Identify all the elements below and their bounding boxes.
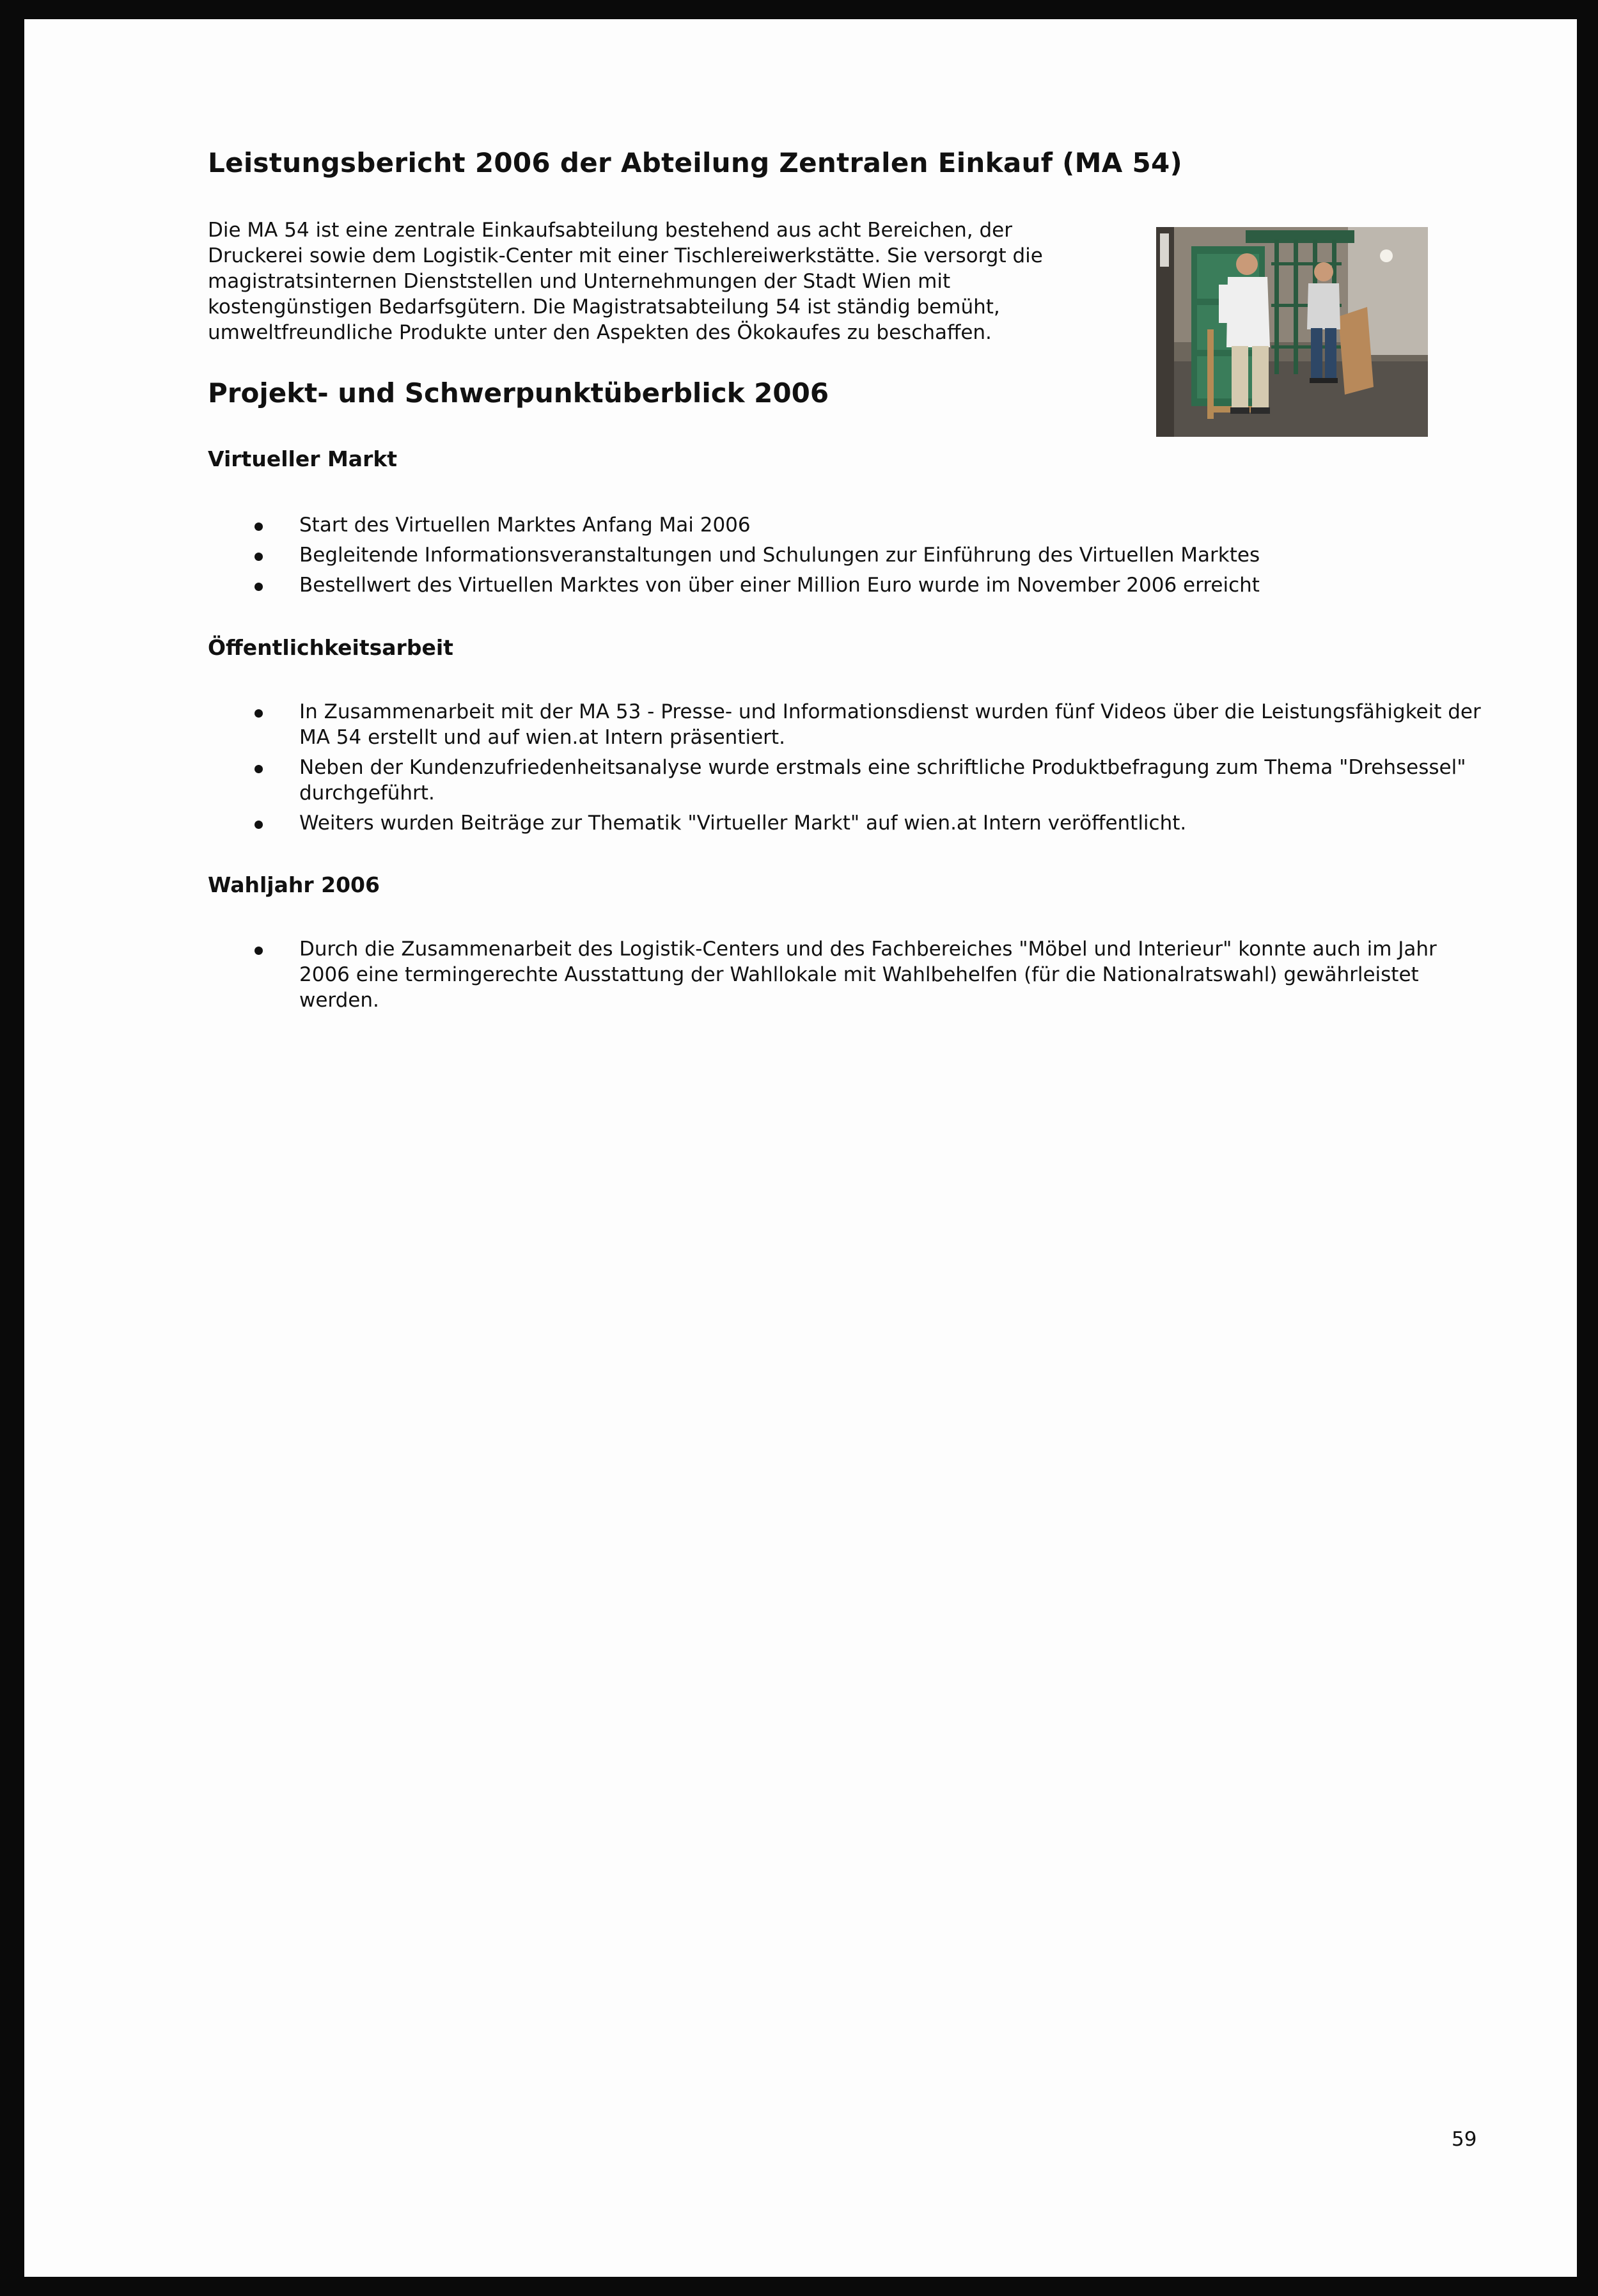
bullet-icon <box>255 553 263 561</box>
page-number: 59 <box>1452 2128 1477 2151</box>
bullet-icon <box>255 821 263 829</box>
bullet-icon <box>255 765 263 773</box>
list-item: In Zusammenarbeit mit der MA 53 - Presse- und Informationsdienst wurden fünf Videos über die Leistungsfähigkeit der MA 54 erstellt und auf wien.at Intern präsentiert. <box>208 699 1487 750</box>
bullet-list-wahljahr <box>208 936 1487 1018</box>
list-item: Start des Virtuellen Marktes Anfang Mai 2006 <box>208 512 1487 538</box>
page-title: Leistungsbericht 2006 der Abteilung Zentralen Einkauf (MA 54) <box>208 147 1183 178</box>
section-heading-virtueller-markt: Virtueller Markt <box>208 446 398 471</box>
bullet-list-oeffentlichkeitsarbeit <box>208 699 1487 840</box>
bullet-icon <box>255 523 263 531</box>
document-page <box>24 19 1577 2277</box>
overview-title: Projekt- und Schwerpunktüberblick 2006 <box>208 377 829 409</box>
bullet-icon <box>255 947 263 955</box>
section-heading-oeffentlichkeitsarbeit: Öffentlichkeitsarbeit <box>208 635 453 660</box>
list-item: Begleitende Informationsveranstaltungen und Schulungen zur Einführung des Virtuellen Marktes <box>208 542 1487 568</box>
bullet-list-virtueller-markt <box>208 512 1487 602</box>
list-item: Neben der Kundenzufriedenheitsanalyse wurde erstmals eine schriftliche Produktbefragung zum Thema "Drehsessel" durchgeführt. <box>208 755 1487 806</box>
section-heading-wahljahr: Wahljahr 2006 <box>208 872 380 897</box>
list-item: Weiters wurden Beiträge zur Thematik "Virtueller Markt" auf wien.at Intern veröffentlicht. <box>208 810 1487 836</box>
list-item: Durch die Zusammenarbeit des Logistik-Centers und des Fachbereiches "Möbel und Interieur" konnte auch im Jahr 2006 eine termingerechte Ausstattung der Wahllokale mit Wahlbehelfen (für die Nationalratswahl) gewährleistet werden. <box>208 936 1487 1013</box>
intro-paragraph: Die MA 54 ist eine zentrale Einkaufsabteilung bestehend aus acht Bereichen, der Druckerei sowie dem Logistik-Center mit einer Tischlereiwerkstätte. Sie versorgt die magistratsinternen Dienststellen und Unternehmungen der Stadt Wien mit kostengünstigen Bedarfsgütern. Die Magistratsabteilung 54 ist ständig bemüht, umweltfreundliche Produkte unter den Aspekten des Ökokaufes zu beschaffen. <box>208 219 1043 344</box>
workshop-photo <box>1156 227 1428 437</box>
bullet-icon <box>255 583 263 591</box>
bullet-icon <box>255 709 263 718</box>
list-item: Bestellwert des Virtuellen Marktes von über einer Million Euro wurde im November 2006 erreicht <box>208 572 1487 598</box>
